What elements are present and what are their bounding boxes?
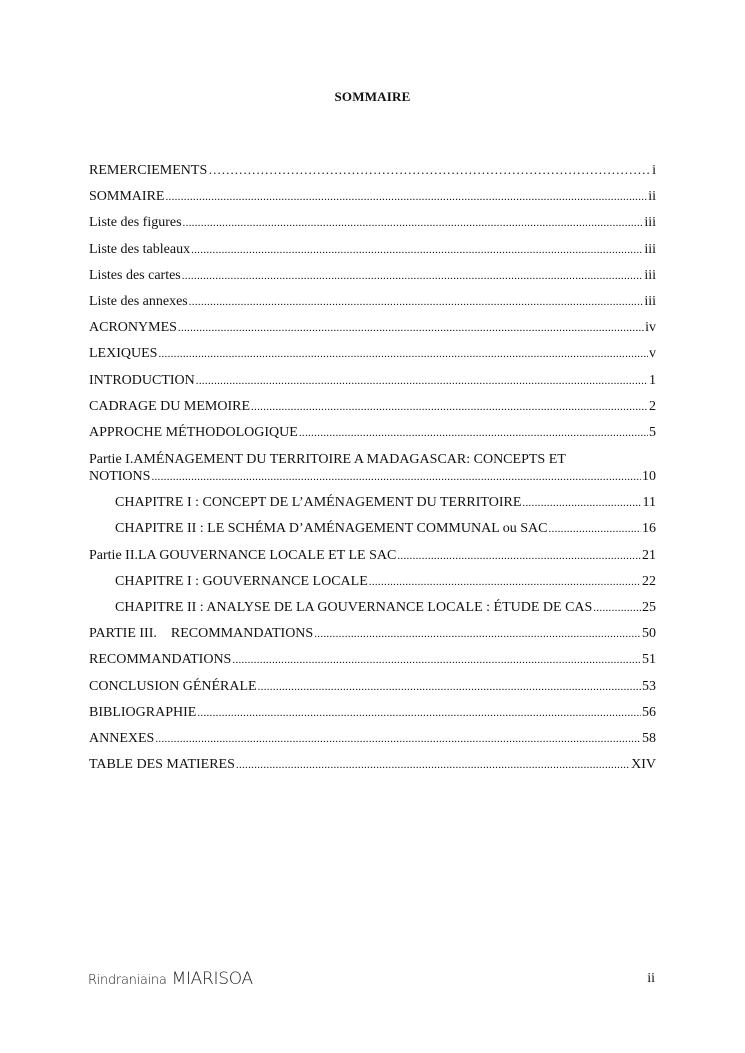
toc-entry-label: BIBLIOGRAPHIE bbox=[89, 704, 197, 720]
toc-entry-page: 2 bbox=[649, 398, 656, 414]
toc-leader-dots bbox=[522, 495, 641, 511]
toc-entry-label: TABLE DES MATIERES bbox=[89, 757, 235, 773]
toc-entry-annexes[interactable] bbox=[89, 731, 656, 747]
toc-entry-remerciements[interactable] bbox=[89, 162, 656, 179]
toc-entry-page: 56 bbox=[642, 704, 656, 720]
toc-entry-page: 10 bbox=[642, 469, 656, 485]
toc-entry-page: 5 bbox=[649, 424, 656, 440]
toc-entry-liste-tableaux[interactable] bbox=[89, 242, 656, 258]
toc-leader-dots bbox=[251, 399, 648, 415]
toc-entry-conclusion[interactable] bbox=[89, 679, 656, 695]
toc-entry-page: iii bbox=[644, 215, 656, 231]
toc-entry-page: iv bbox=[645, 320, 656, 336]
footer-author-first: Rindraniaina bbox=[88, 973, 167, 988]
footer-author bbox=[88, 969, 253, 989]
toc-entry-page: 22 bbox=[642, 573, 656, 589]
toc-entry-label: ACRONYMES bbox=[89, 320, 177, 336]
toc-entry-introduction[interactable] bbox=[89, 373, 656, 389]
toc-entry-page: iii bbox=[644, 241, 656, 257]
toc-entry-label: Liste des annexes bbox=[89, 293, 188, 309]
toc-entry-label: Liste des figures bbox=[89, 215, 182, 231]
toc-leader-dots bbox=[151, 469, 641, 485]
toc-leader-dots bbox=[397, 548, 641, 564]
toc-entry-label: Partie II.LA GOUVERNANCE LOCALE ET LE SAC bbox=[89, 547, 397, 563]
toc-entry-lexiques[interactable] bbox=[89, 346, 656, 362]
toc-leader-dots bbox=[314, 626, 641, 642]
toc-leader-dots bbox=[369, 574, 641, 590]
toc-entry-cadrage[interactable] bbox=[89, 399, 656, 415]
toc-entry-partie-2[interactable] bbox=[89, 548, 656, 564]
toc-leader-dots bbox=[178, 320, 644, 336]
toc-entry-liste-annexes[interactable] bbox=[89, 294, 656, 310]
toc-entry-page: 53 bbox=[642, 678, 656, 694]
toc-leader-dots bbox=[197, 705, 641, 721]
toc-entry-table-matieres[interactable] bbox=[89, 757, 656, 773]
toc-entry-page: 51 bbox=[642, 652, 656, 668]
toc-entry-page: 11 bbox=[642, 495, 656, 511]
page-title: SOMMAIRE bbox=[334, 89, 411, 104]
table-of-contents bbox=[89, 162, 656, 783]
toc-entry-acronymes[interactable] bbox=[89, 320, 656, 336]
toc-entry-label-continued: NOTIONS bbox=[89, 469, 151, 485]
toc-leader-dots bbox=[165, 189, 647, 205]
toc-entry-page: 16 bbox=[642, 521, 656, 537]
toc-entry-label: CHAPITRE II : LE SCHÉMA D’AMÉNAGEMENT COMMUNAL ou SAC bbox=[115, 521, 548, 537]
toc-entry-page: ii bbox=[648, 189, 656, 205]
toc-entry-label: SOMMAIRE bbox=[89, 189, 165, 205]
toc-entry-label: CONCLUSION GÉNÉRALE bbox=[89, 678, 257, 694]
toc-entry-page: i bbox=[652, 163, 656, 178]
toc-leader-dots bbox=[189, 294, 644, 310]
toc-leader-dots bbox=[191, 242, 643, 258]
toc-entry-page: 25 bbox=[642, 600, 656, 615]
toc-entry-label: CHAPITRE I : GOUVERNANCE LOCALE bbox=[115, 573, 368, 589]
toc-entry-page: XIV bbox=[631, 757, 656, 773]
toc-entry-page: iii bbox=[644, 293, 656, 309]
toc-entry-partie-1[interactable] bbox=[89, 451, 656, 485]
toc-entry-label: INTRODUCTION bbox=[89, 372, 195, 388]
toc-entry-partie-2-chapitre-1[interactable] bbox=[89, 574, 656, 590]
toc-entry-label: RECOMMANDATIONS bbox=[89, 652, 232, 668]
toc-leader-dots bbox=[183, 215, 644, 231]
toc-entry-liste-figures[interactable] bbox=[89, 215, 656, 231]
toc-entry-page: 1 bbox=[649, 372, 656, 388]
toc-entry-label: Listes des cartes bbox=[89, 267, 181, 283]
toc-entry-label: PARTIE III. RECOMMANDATIONS bbox=[89, 626, 314, 642]
toc-entry-label: CHAPITRE I : CONCEPT DE L’AMÉNAGEMENT DU TERRITOIRE bbox=[115, 495, 522, 511]
toc-leader-dots bbox=[548, 521, 641, 537]
footer-author-last: MIARISOA bbox=[171, 969, 253, 989]
toc-entry-label: LEXIQUES bbox=[89, 346, 158, 362]
toc-entry-page: 58 bbox=[642, 730, 656, 746]
toc-leader-dots bbox=[299, 425, 648, 441]
toc-leader-dots bbox=[208, 162, 651, 179]
toc-leader-dots bbox=[236, 757, 630, 773]
toc-entry-page: v bbox=[649, 346, 656, 362]
toc-leader-dots bbox=[155, 731, 641, 747]
toc-leader-dots bbox=[593, 600, 641, 616]
toc-entry-page: 21 bbox=[642, 547, 656, 563]
toc-entry-page: iii bbox=[644, 267, 656, 283]
toc-entry-label: APPROCHE MÉTHODOLOGIQUE bbox=[89, 424, 298, 440]
toc-entry-partie-2-chapitre-2[interactable] bbox=[89, 600, 656, 616]
toc-leader-dots bbox=[182, 268, 644, 284]
toc-entry-label: CADRAGE DU MEMOIRE bbox=[89, 398, 250, 414]
toc-entry-bibliographie[interactable] bbox=[89, 705, 656, 721]
footer-page-number: ii bbox=[647, 971, 655, 986]
toc-entry-partie-1-chapitre-1[interactable] bbox=[89, 495, 656, 511]
toc-entry-approche[interactable] bbox=[89, 425, 656, 441]
toc-leader-dots bbox=[158, 346, 648, 362]
toc-entry-label: Partie I.AMÉNAGEMENT DU TERRITOIRE A MADAGASCAR: CONCEPTS ET bbox=[89, 452, 566, 468]
toc-entry-listes-cartes[interactable] bbox=[89, 268, 656, 284]
toc-entry-partie-1-chapitre-2[interactable] bbox=[89, 521, 656, 537]
toc-entry-label: ANNEXES bbox=[89, 730, 155, 746]
toc-entry-label: CHAPITRE II : ANALYSE DE LA GOUVERNANCE LOCALE : ÉTUDE DE CAS bbox=[115, 600, 593, 615]
toc-entry-recommandations[interactable] bbox=[89, 652, 656, 668]
toc-entry-partie-3[interactable] bbox=[89, 626, 656, 642]
toc-entry-sommaire[interactable] bbox=[89, 189, 656, 205]
toc-entry-label: Liste des tableaux bbox=[89, 241, 191, 257]
toc-leader-dots bbox=[196, 373, 648, 389]
toc-leader-dots bbox=[232, 652, 641, 668]
toc-leader-dots bbox=[258, 679, 641, 695]
toc-entry-page: 50 bbox=[642, 626, 656, 642]
toc-entry-label: REMERCIEMENTS bbox=[89, 163, 208, 178]
